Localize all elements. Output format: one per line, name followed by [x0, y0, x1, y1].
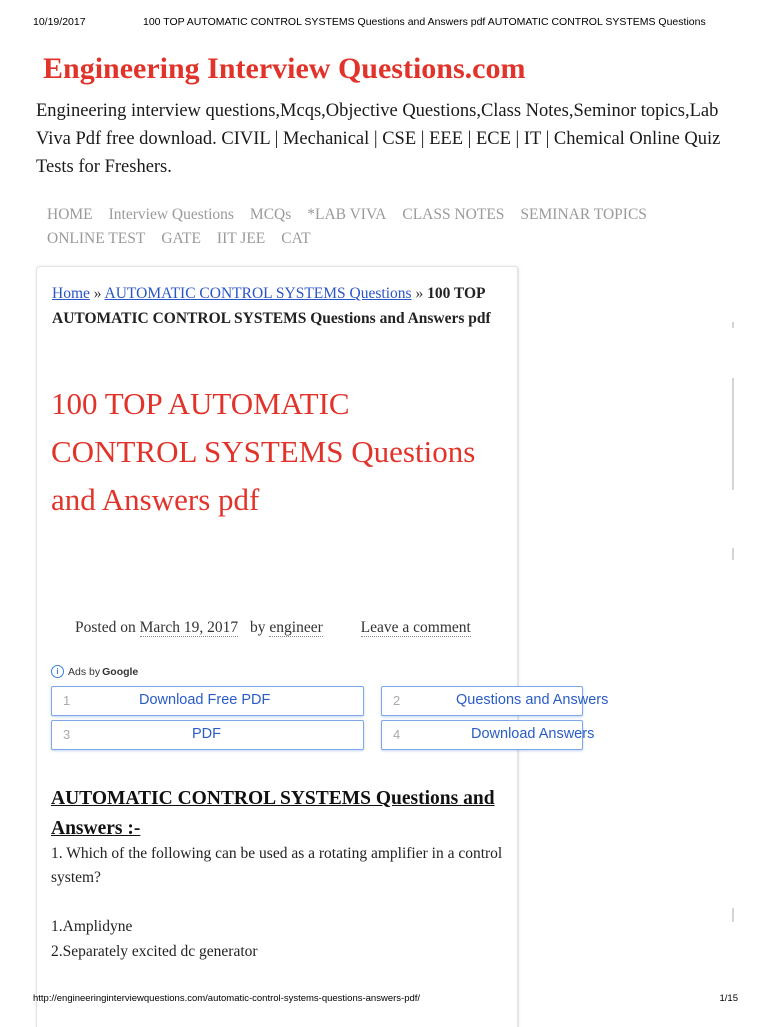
- print-url: http://engineeringinterviewquestions.com/automatic-control-systems-questions-answers-pdf/: [33, 993, 421, 1004]
- sidebar-fragment: [732, 908, 734, 922]
- nav-item-home[interactable]: HOME: [47, 206, 93, 223]
- print-page-number: 1/15: [719, 993, 738, 1004]
- ad-link-label: PDF: [192, 726, 221, 742]
- nav-item-interview-questions[interactable]: Interview Questions: [108, 206, 234, 223]
- by-label: by: [250, 619, 266, 636]
- post-author-link[interactable]: engineer: [269, 619, 323, 636]
- ads-label: Ads by: [68, 665, 101, 678]
- ad-link-label: Download Free PDF: [139, 692, 271, 708]
- ad-link-number: 1: [63, 693, 71, 708]
- sidebar-fragment: [732, 548, 734, 560]
- info-icon[interactable]: i: [51, 665, 64, 678]
- ad-link-label: Download Answers: [471, 726, 595, 742]
- ad-link-label: Questions and Answers: [456, 692, 609, 708]
- nav-item-cat[interactable]: CAT: [281, 230, 311, 247]
- nav-item-iit-jee[interactable]: IIT JEE: [216, 230, 266, 247]
- posted-on-label: Posted on: [75, 619, 136, 636]
- ad-link-number: 3: [63, 727, 71, 742]
- leave-comment-link[interactable]: Leave a comment: [360, 619, 471, 636]
- print-date: 10/19/2017: [33, 16, 86, 28]
- sidebar-fragment: [732, 378, 734, 490]
- ad-link[interactable]: [51, 686, 364, 716]
- answer-options: [51, 914, 511, 964]
- post-date-link[interactable]: March 19, 2017: [139, 619, 239, 636]
- nav-item-mcqs[interactable]: MCQs: [249, 206, 292, 223]
- breadcrumb-current: 100 TOP AUTOMATIC CONTROL SYSTEMS Questions and Answers pdf: [52, 285, 491, 327]
- answer-option: 1.Amplidyne: [51, 918, 133, 935]
- post-meta: [51, 616, 491, 640]
- breadcrumb-category-link[interactable]: AUTOMATIC CONTROL SYSTEMS Questions: [104, 285, 412, 302]
- breadcrumb-separator: »: [415, 285, 424, 302]
- nav-item-class-notes[interactable]: CLASS NOTES: [402, 206, 505, 223]
- ad-link[interactable]: [381, 720, 595, 750]
- nav-item-seminar-topics[interactable]: SEMINAR TOPICS: [520, 206, 647, 223]
- ad-link-number: 2: [393, 693, 401, 708]
- ad-link-number: 4: [393, 727, 401, 742]
- print-page-title: 100 TOP AUTOMATIC CONTROL SYSTEMS Questions and Answers pdf AUTOMATIC CONTROL SYSTEMS Questions: [143, 16, 706, 28]
- nav-item-gate[interactable]: GATE: [161, 230, 201, 247]
- sidebar-fragment: [732, 322, 734, 328]
- breadcrumb-separator: »: [93, 285, 102, 302]
- ads-brand: Google: [102, 665, 139, 678]
- main-navigation: [47, 205, 727, 249]
- site-title[interactable]: Engineering Interview Questions.com: [43, 52, 526, 85]
- ad-links: [51, 686, 609, 752]
- section-heading: AUTOMATIC CONTROL SYSTEMS Questions and Answers :-: [51, 788, 495, 839]
- breadcrumb-home-link[interactable]: Home: [52, 285, 90, 302]
- ad-link[interactable]: [381, 686, 609, 716]
- ad-link[interactable]: [51, 720, 364, 750]
- answer-option: 2.Separately excited dc generator: [51, 943, 258, 960]
- post-title: 100 TOP AUTOMATIC CONTROL SYSTEMS Questions and Answers pdf: [51, 386, 476, 517]
- nav-item-online-test[interactable]: ONLINE TEST: [47, 230, 146, 247]
- question-text: 1. Which of the following can be used as a rotating amplifier in a control system?: [51, 845, 503, 886]
- ads-by-google[interactable]: [51, 665, 138, 678]
- breadcrumb: [52, 282, 502, 331]
- site-description: Engineering interview questions,Mcqs,Objective Questions,Class Notes,Seminor topics,Lab Viva Pdf free download. CIVIL | Mechanical | CSE | EEE | ECE | IT | Chemical Online Quiz Tests for Freshers.: [36, 101, 721, 177]
- nav-item-lab-viva[interactable]: *LAB VIVA: [307, 206, 387, 223]
